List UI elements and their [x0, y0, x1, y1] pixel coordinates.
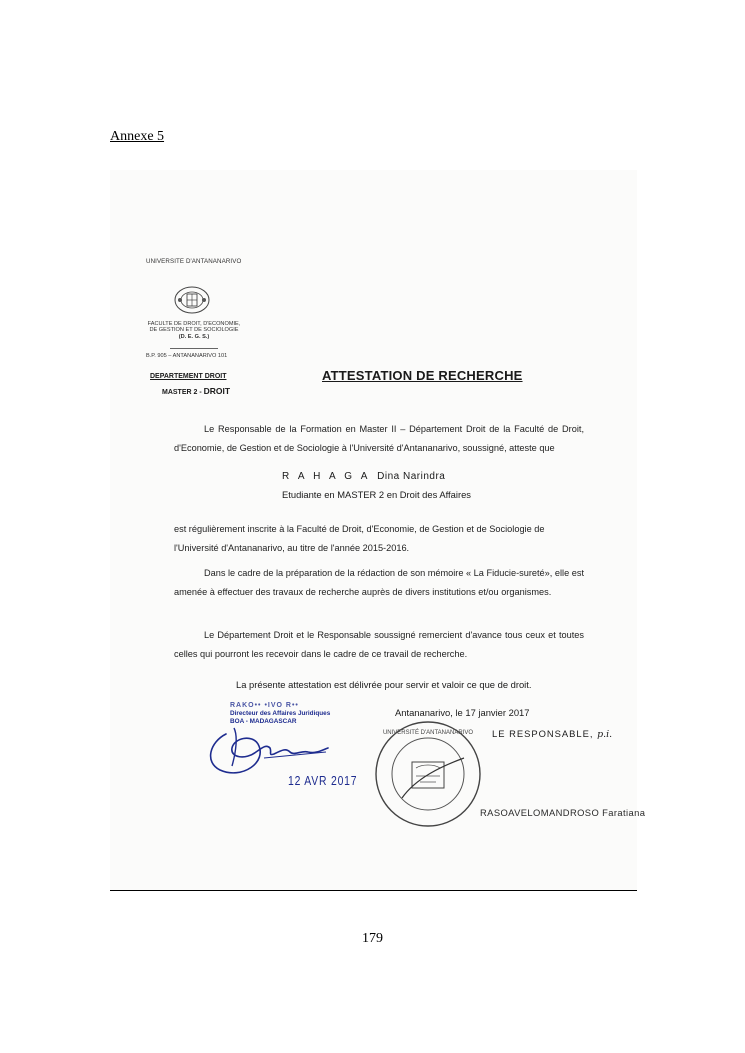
faculty-name — [124, 321, 264, 340]
student-surname: R A H A G A — [282, 471, 371, 482]
signatory-name: RASOAVELOMANDROSO Faratiana — [480, 807, 646, 818]
master-prefix: MASTER 2 - — [162, 389, 202, 396]
footer-rule — [110, 890, 637, 891]
document-title: ATTESTATION DE RECHERCHE — [322, 368, 523, 383]
student-firstname: Dina Narindra — [377, 471, 446, 482]
signatory-suffix: p.i. — [597, 729, 613, 740]
student-program: Etudiante en MASTER 2 en Droit des Affaires — [282, 489, 471, 500]
university-name: UNIVERSITE D'ANTANANARIVO — [146, 258, 242, 265]
paragraph-thanks-text: Le Département Droit et le Responsable soussigné remercient d'avance tous ceux et toutes celles qui pourront les recevoir dans le cadre de ce travail de recherche. — [174, 630, 584, 659]
paragraph-research-text: Dans le cadre de la préparation de la rédaction de son mémoire « La Fiducie-sureté», elle est amenée à effectuer des travaux de recherche auprès de divers institutions et/ou organismes. — [174, 568, 584, 597]
date-stamp: 12 AVR 2017 — [288, 773, 358, 788]
paragraph-research — [174, 564, 584, 601]
bank-stamp-line1: Directeur des Affaires Juridiques — [230, 710, 331, 717]
bank-stamp-line0: RAKO•• •IVO R•• — [230, 702, 299, 709]
closing-statement: La présente attestation est délivrée pour servir et valoir ce que de droit. — [236, 679, 532, 690]
blue-signature — [198, 722, 338, 782]
master-program — [162, 386, 230, 396]
paragraph-thanks — [174, 626, 584, 663]
place-date: Antananarivo, le 17 janvier 2017 — [395, 707, 530, 718]
paragraph-intro — [174, 420, 584, 457]
university-seal-stamp — [372, 718, 490, 830]
faculty-line2: DE GESTION ET DE SOCIOLOGIE — [149, 327, 239, 334]
divider — [170, 348, 218, 349]
university-crest-icon — [172, 282, 212, 323]
scanned-attestation — [110, 170, 646, 890]
svg-text:UNIVERSITÉ D'ANTANANARIVO: UNIVERSITÉ D'ANTANANARIVO — [382, 730, 474, 736]
faculty-line1: FACULTE DE DROIT, D'ECONOMIE, — [147, 321, 241, 327]
paragraph-enrollment: est régulièrement inscrite à la Faculté de Droit, d'Economie, de Gestion et de Sociologie de l'Université d'Antananarivo, au titre de l'année 2015-2016. — [174, 524, 545, 553]
paragraph-intro-text: Le Responsable de la Formation en Master II – Département Droit de la Faculté de Droit, d'Economie, de Gestion et de Sociologie à l'Université d'Antananarivo, soussigné, atteste que — [174, 424, 584, 453]
page-number: 179 — [362, 931, 383, 946]
department-name: DEPARTEMENT DROIT — [150, 373, 227, 380]
faculty-abbrev: (D. E. G. S.) — [178, 333, 210, 340]
student-name — [282, 471, 445, 482]
signatory-title — [492, 728, 612, 740]
postal-address: B.P. 905 – ANTANANARIVO 101 — [146, 353, 228, 359]
master-suffix: DROIT — [203, 386, 231, 396]
annex-title: Annexe 5 — [110, 129, 165, 144]
signatory-title-text: LE RESPONSABLE, — [492, 728, 594, 739]
bank-stamp-line2: BOA - MADAGASCAR — [230, 718, 297, 725]
